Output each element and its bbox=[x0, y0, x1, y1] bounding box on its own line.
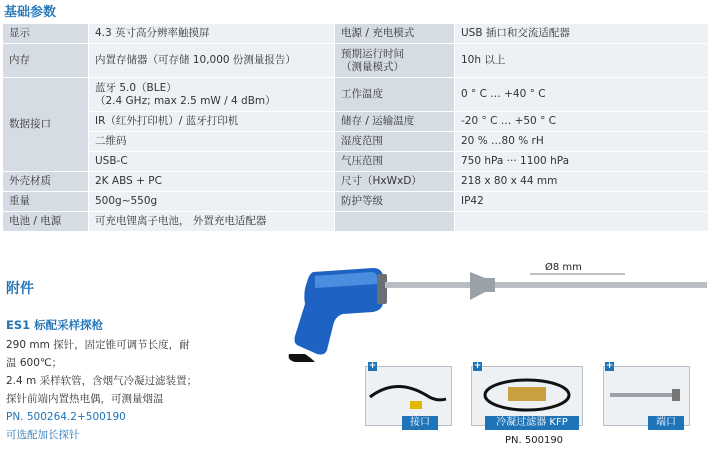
part-number: PN. 500264.2+500190 bbox=[6, 411, 126, 423]
part-number: PN. 500190 bbox=[505, 435, 564, 446]
spec-value: 750 hPa ··· 1100 hPa bbox=[455, 152, 709, 172]
spec-key: 湿度范围 bbox=[335, 132, 455, 152]
spec-value: USB-C bbox=[89, 152, 335, 172]
product-description bbox=[6, 336, 206, 444]
table-row bbox=[3, 212, 709, 232]
spec-value: -20 ° C … +50 ° C bbox=[455, 112, 709, 132]
probe-handle-icon bbox=[295, 268, 388, 355]
desc-line: 2.4 m 采样软管，含烟气冷凝过滤装置； bbox=[6, 375, 198, 387]
product-name: ES1 标配采样探枪 bbox=[6, 318, 104, 332]
spec-value: 10h 以上 bbox=[455, 44, 709, 78]
thumb-caption: 冷凝过滤器 KFP bbox=[485, 416, 579, 430]
spec-value: 可充电锂离子电池， 外置充电适配器 bbox=[89, 212, 335, 232]
spec-key-line: 预期运行时间 bbox=[341, 47, 404, 60]
spec-key: 工作温度 bbox=[335, 78, 455, 112]
expand-icon: + bbox=[473, 361, 482, 371]
spec-table bbox=[2, 23, 709, 232]
spec-value-line: （2.4 GHz; max 2.5 mW / 4 dBm） bbox=[95, 94, 276, 107]
spec-key: 储存 / 运输温度 bbox=[335, 112, 455, 132]
probe-cone bbox=[470, 272, 495, 300]
spec-value: 0 ° C … +40 ° C bbox=[455, 78, 709, 112]
probe-illustration bbox=[285, 262, 710, 362]
spec-key: 电源 / 充电模式 bbox=[335, 24, 455, 44]
diameter-label: Ø8 mm bbox=[545, 262, 582, 273]
spec-value: 4.3 英寸高分辨率触摸屏 bbox=[89, 24, 335, 44]
expand-icon: + bbox=[605, 361, 614, 371]
spec-value: USB 插口和交流适配器 bbox=[455, 24, 709, 44]
probe-cable bbox=[289, 354, 315, 362]
spec-value bbox=[89, 78, 335, 112]
spec-key bbox=[335, 44, 455, 78]
desc-line: 探针前端内置热电偶，可测量烟温 bbox=[6, 393, 164, 405]
probe-rod bbox=[385, 282, 707, 288]
table-row bbox=[3, 192, 709, 212]
spec-key: 防护等级 bbox=[335, 192, 455, 212]
table-row bbox=[3, 152, 709, 172]
spec-key: 电池 / 电源 bbox=[3, 212, 89, 232]
expand-icon: + bbox=[368, 361, 377, 371]
spec-key-line: （测量模式） bbox=[341, 60, 404, 73]
table-row bbox=[3, 172, 709, 192]
table-row bbox=[3, 132, 709, 152]
thumb-caption: 端口 bbox=[648, 416, 684, 430]
spec-key: 外壳材质 bbox=[3, 172, 89, 192]
spec-key: 数据接口 bbox=[3, 78, 89, 172]
spec-value: 500g~550g bbox=[89, 192, 335, 212]
spec-key bbox=[335, 212, 455, 232]
spec-key: 重量 bbox=[3, 192, 89, 212]
thumb-caption: 接口 bbox=[402, 416, 438, 430]
spec-value: 218 x 80 x 44 mm bbox=[455, 172, 709, 192]
table-row bbox=[3, 44, 709, 78]
spec-value bbox=[455, 212, 709, 232]
spec-value: 二维码 bbox=[89, 132, 335, 152]
section-title-basic-params: 基础参数 bbox=[4, 5, 57, 20]
spec-value: 2K ABS + PC bbox=[89, 172, 335, 192]
desc-line: 温 600℃； bbox=[6, 357, 63, 369]
option-link[interactable]: 可选配加长探针 bbox=[6, 429, 80, 441]
spec-value: IR（红外打印机）/ 蓝牙打印机 bbox=[89, 112, 335, 132]
spec-key: 显示 bbox=[3, 24, 89, 44]
spec-key: 尺寸（HxWxD） bbox=[335, 172, 455, 192]
spec-value-line: 蓝牙 5.0（BLE） bbox=[95, 81, 177, 94]
desc-line: 290 mm 探针，固定锥可调节长度，耐 bbox=[6, 339, 190, 351]
spec-value: 20 % …80 % rH bbox=[455, 132, 709, 152]
table-row bbox=[3, 112, 709, 132]
table-row bbox=[3, 78, 709, 112]
section-title-accessories: 附件 bbox=[6, 281, 34, 297]
spec-key: 气压范围 bbox=[335, 152, 455, 172]
table-row bbox=[3, 24, 709, 44]
spec-value: 内置存储器（可存储 10,000 份测量报告） bbox=[89, 44, 335, 78]
spec-key: 内存 bbox=[3, 44, 89, 78]
spec-value: IP42 bbox=[455, 192, 709, 212]
